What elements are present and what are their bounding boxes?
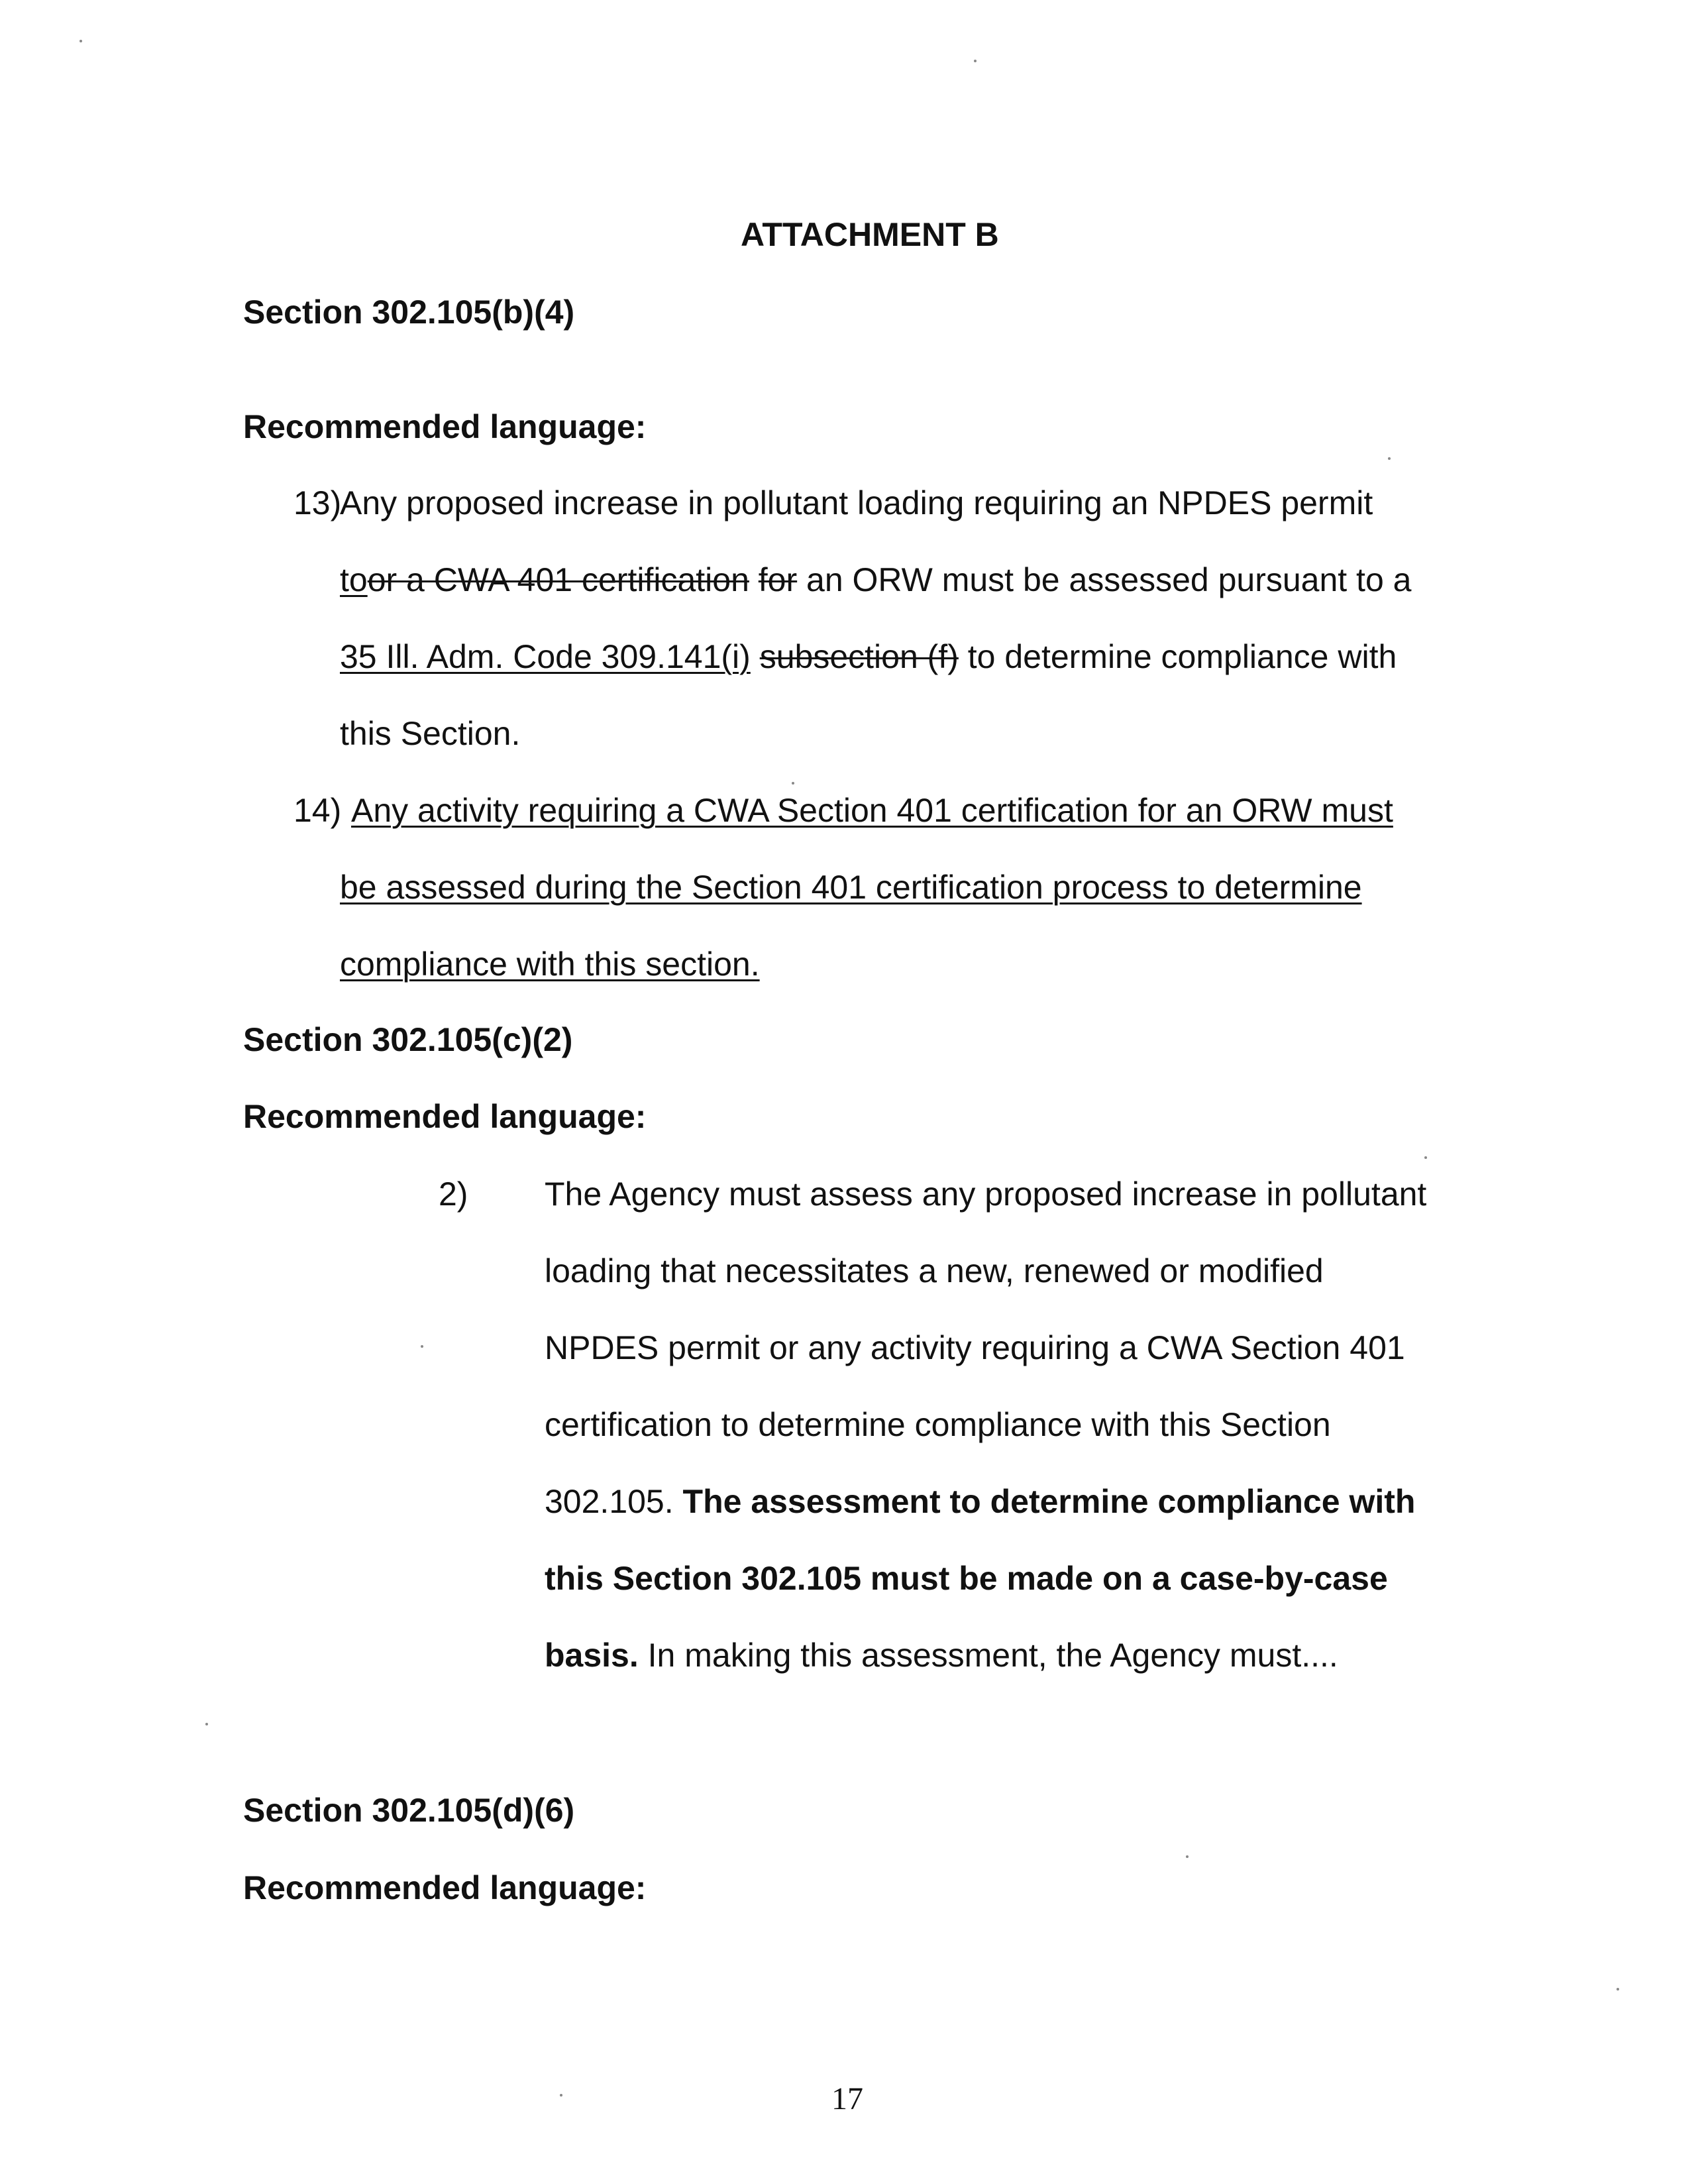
text-run: Any proposed increase in pollutant loading requiring an NPDES permit [340, 484, 1373, 521]
scan-speck [80, 40, 82, 42]
text-run: or a CWA 401 certification [367, 561, 749, 598]
text-run: Any activity requiring a CWA Section 401 certification for an ORW must [351, 792, 1393, 829]
page-number: 17 [831, 2081, 863, 2116]
document-title: ATTACHMENT B [741, 216, 999, 253]
section-subheading: Recommended language: [243, 408, 647, 445]
section-subheading: Recommended language: [243, 1098, 647, 1135]
text-run: 35 Ill. Adm. Code 309.141(i) [340, 638, 751, 675]
list-item-line [340, 483, 1373, 523]
scan-speck [1186, 1855, 1189, 1858]
text-run: compliance with this section. [340, 946, 760, 983]
list-item-line [340, 944, 760, 984]
text-run: this Section 302.105 must be made on a case-by-case [545, 1560, 1388, 1597]
text-run: to determine compliance with [958, 638, 1397, 675]
text-run [749, 561, 759, 598]
scan-speck [1424, 1156, 1427, 1159]
text-run: In making this assessment, the Agency must.... [638, 1637, 1338, 1674]
section-heading: Section 302.105(b)(4) [243, 294, 575, 331]
list-item-number: 13) [293, 484, 342, 521]
list-item-line [351, 791, 1393, 830]
text-run: loading that necessitates a new, renewed or modified [545, 1252, 1324, 1289]
text-run: NPDES permit or any activity requiring a CWA Section 401 [545, 1329, 1405, 1366]
text-run: be assessed during the Section 401 certification process to determine [340, 869, 1362, 906]
section-subheading: Recommended language: [243, 1869, 647, 1906]
text-run: an ORW must be assessed pursuant to a [797, 561, 1412, 598]
list-item-line [545, 1405, 1331, 1445]
list-item-line [340, 637, 1397, 677]
section-heading: Section 302.105(c)(2) [243, 1021, 573, 1058]
text-run: for [758, 561, 798, 598]
text-run: The assessment to determine compliance with [682, 1483, 1416, 1520]
list-item-number: 2) [439, 1175, 468, 1213]
text-run: to [340, 561, 368, 598]
scan-speck [1616, 1988, 1619, 1991]
text-run: certification to determine compliance with this Section [545, 1406, 1331, 1443]
text-run: basis. [545, 1637, 639, 1674]
text-run: this Section. [340, 715, 521, 752]
list-item-number: 14) [293, 792, 342, 829]
scan-speck [1388, 457, 1391, 460]
list-item-line [545, 1558, 1388, 1598]
list-item-line [545, 1328, 1405, 1368]
text-run: The Agency must assess any proposed increase in pollutant [545, 1175, 1427, 1213]
text-run: 302.105. [545, 1483, 683, 1520]
scan-speck [792, 782, 794, 785]
list-item-line [545, 1174, 1426, 1214]
list-item-line [340, 560, 1411, 600]
section-heading: Section 302.105(d)(6) [243, 1792, 575, 1829]
scan-speck [560, 2094, 562, 2097]
list-item-line [340, 714, 520, 753]
text-run: subsection (f) [759, 638, 959, 675]
scan-speck [974, 60, 977, 62]
scan-speck [205, 1723, 208, 1725]
list-item-line [340, 867, 1362, 907]
scan-speck [421, 1345, 423, 1348]
text-run [751, 638, 760, 675]
list-item-line [545, 1251, 1324, 1291]
list-item-line [545, 1482, 1415, 1521]
list-item-line [545, 1635, 1338, 1675]
